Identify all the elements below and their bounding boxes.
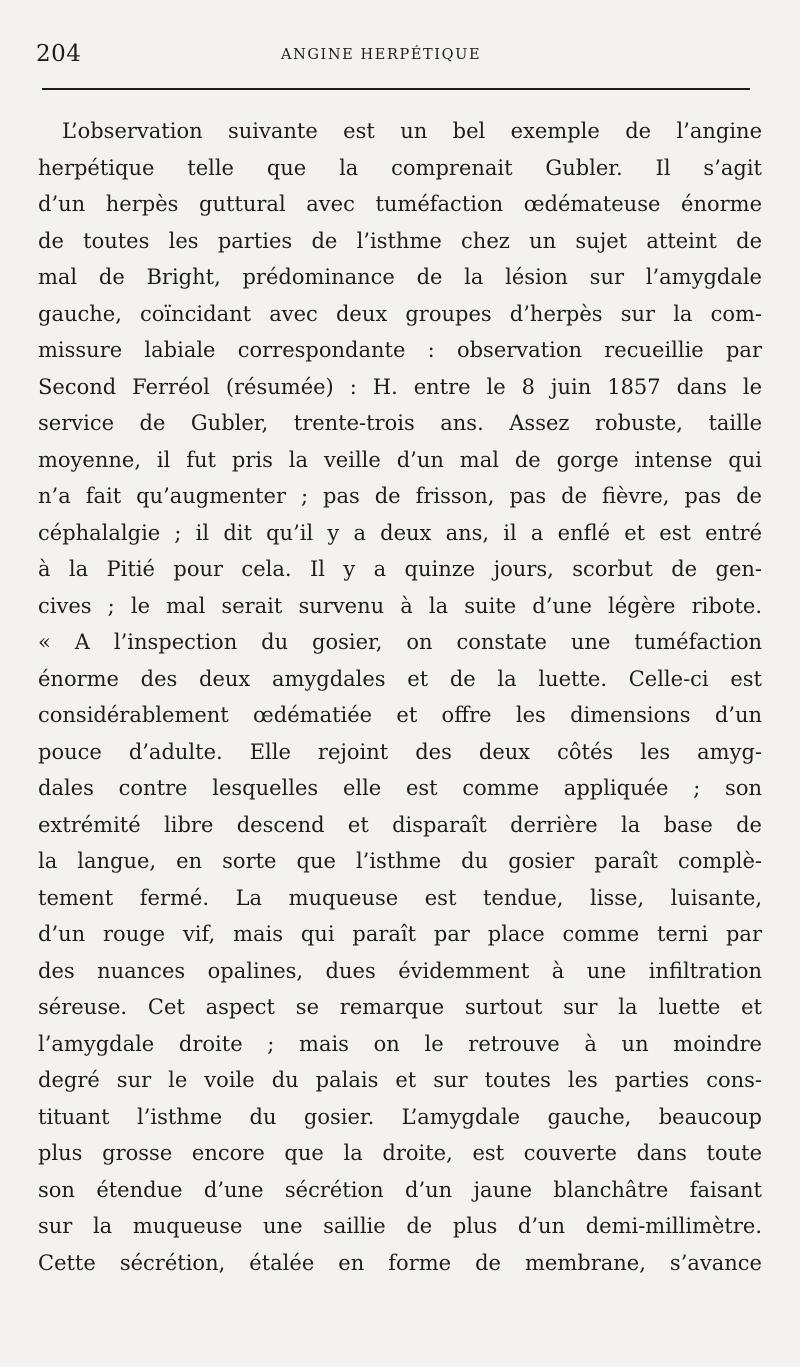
text-line: L’observation suivante est un bel exemple de l’angine [62, 119, 762, 143]
text-line: céphalalgie ; il dit qu’il y a deux ans, il a enflé et est entré [38, 520, 762, 545]
text-line: missure labiale correspondante : observation recueillie par [38, 338, 762, 362]
text-line: énorme des deux amygdales et de la luette. Celle-ci est [38, 666, 762, 691]
text-line: à la Pitié pour cela. Il y a quinze jours, scorbut de gen- [38, 557, 762, 581]
text-line: mal de Bright, prédominance de la lésion sur l’amygdale [38, 265, 762, 289]
text-line: des nuances opalines, dues évidemment à une infiltration [38, 958, 762, 983]
text-line: d’un rouge vif, mais qui paraît par place comme terni par [38, 922, 762, 946]
text-line: dales contre lesquelles elle est comme appliquée ; son [38, 776, 762, 800]
text-line: l’amygdale droite ; mais on le retrouve à un moindre [38, 1031, 762, 1056]
text-line: tement fermé. La muqueuse est tendue, lisse, luisante, [38, 885, 762, 910]
text-line: Cette sécrétion, étalée en forme de membrane, s’avance [38, 1250, 762, 1275]
text-line: tituant l’isthme du gosier. L’amygdale gauche, beaucoup [38, 1104, 762, 1129]
text-line: de toutes les parties de l’isthme chez un sujet atteint de [38, 228, 762, 253]
text-line: « A l’inspection du gosier, on constate une tuméfaction [38, 630, 762, 654]
text-line: considérablement œdématiée et offre les dimensions d’un [38, 703, 762, 727]
text-line: gauche, coïncidant avec deux groupes d’herpès sur la com- [38, 301, 762, 326]
body-text [38, 113, 762, 1281]
text-line: la langue, en sorte que l’isthme du gosier paraît complè- [38, 849, 762, 873]
text-line: cives ; le mal serait survenu à la suite d’une légère ribote. [38, 593, 762, 618]
text-line: degré sur le voile du palais et sur toutes les parties cons- [38, 1068, 762, 1092]
page-header [36, 38, 748, 70]
text-line: service de Gubler, trente-trois ans. Assez robuste, taille [38, 411, 762, 435]
text-line: d’un herpès guttural avec tuméfaction œdémateuse énorme [38, 192, 762, 216]
text-line: plus grosse encore que la droite, est couverte dans toute [38, 1141, 762, 1165]
text-line: extrémité libre descend et disparaît derrière la base de [38, 812, 762, 837]
text-line: herpétique telle que la comprenait Gubler. Il s’agit [38, 155, 762, 180]
text-line: Second Ferréol (résumée) : H. entre le 8 juin 1857 dans le [38, 374, 762, 399]
running-head: ANGINE HERPÉTIQUE [281, 47, 482, 63]
text-line: pouce d’adulte. Elle rejoint des deux côtés les amyg- [38, 739, 762, 764]
header-rule [42, 88, 750, 90]
text-line: séreuse. Cet aspect se remarque surtout sur la luette et [38, 995, 762, 1019]
text-line: moyenne, il fut pris la veille d’un mal de gorge intense qui [38, 447, 762, 472]
page-number: 204 [36, 41, 82, 67]
text-line: son étendue d’une sécrétion d’un jaune blanchâtre faisant [38, 1177, 762, 1202]
text-line: sur la muqueuse une saillie de plus d’un demi-millimètre. [38, 1214, 762, 1238]
text-line: n’a fait qu’augmenter ; pas de frisson, pas de fièvre, pas de [38, 484, 762, 508]
